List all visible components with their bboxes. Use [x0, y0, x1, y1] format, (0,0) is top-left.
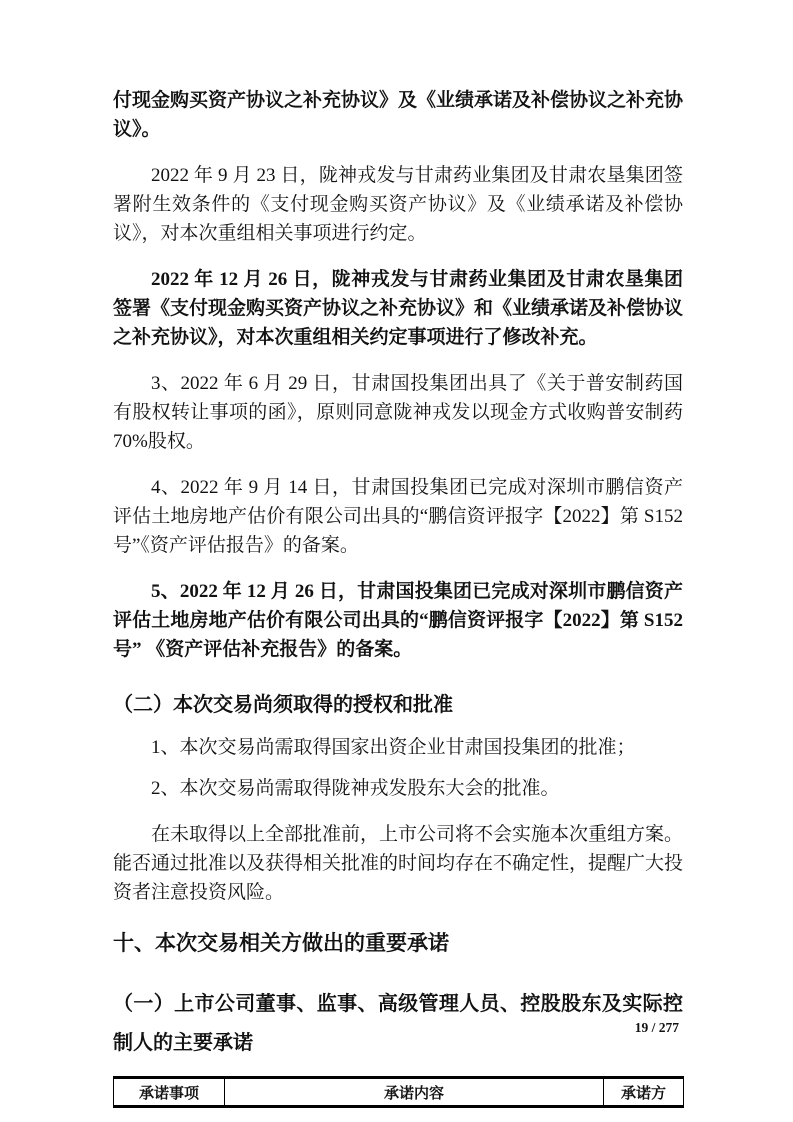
paragraph-risk-reminder: 在未取得以上全部批准前，上市公司将不会实施本次重组方案。能否通过批准以及获得相关批准的时间均存在不确定性，提醒广大投资者注意投资风险。	[113, 824, 684, 903]
col-header-commitment-party: 承诺方	[604, 1078, 684, 1107]
paragraph-agreement-sep23: 2022 年 9 月 23 日，陇神戎发与甘肃药业集团及甘肃农垦集团签署附生效条件的《支付现金购买资产协议》及《业绩承诺及补偿协议》，对本次重组相关事项进行约定。	[113, 165, 683, 244]
heading-sub-1-major-commitments: （一）上市公司董事、监事、高级管理人员、控股股东及实际控制人的主要承诺	[113, 993, 683, 1054]
paragraph-approval-1-sasac: 1、本次交易尚需取得国家出资企业甘肃国投集团的批准；	[151, 737, 636, 758]
col-header-commitment-content: 承诺内容	[225, 1078, 604, 1107]
col-header-commitment-item: 承诺事项	[114, 1078, 225, 1107]
paragraph-item-3-share-transfer-letter: 3、2022 年 6 月 29 日，甘肃国投集团出具了《关于普安制药国有股权转让事项的函》，原则同意陇神戎发以现金方式收购普安制药 70%股权。	[113, 373, 683, 452]
heading-section-2-authorizations-approvals: （二）本次交易尚须取得的授权和批准	[113, 694, 453, 716]
document-content	[113, 86, 683, 1108]
paragraph-approval-2-shareholders-meeting: 2、本次交易尚需取得陇神戎发股东大会的批准。	[151, 778, 560, 799]
paragraph-item-4-asset-appraisal-report: 4、2022 年 9 月 14 日，甘肃国投集团已完成对深圳市鹏信资产评估土地房地产估价有限公司出具的“鹏信资评报字【2022】第 S152 号”《资产评估报告》的备案。	[113, 477, 683, 556]
page-number: 19 / 277	[634, 1020, 679, 1035]
commitments-table-header-row	[114, 1078, 684, 1107]
paragraph-supplement-agreement-continuation: 付现金购买资产协议之补充协议》及《业绩承诺及补偿协议之补充协议》。	[113, 90, 684, 140]
heading-section-10-important-commitments: 十、本次交易相关方做出的重要承诺	[113, 932, 449, 955]
commitments-table	[113, 1076, 684, 1108]
paragraph-item-5-supplementary-appraisal-report: 5、2022 年 12 月 26 日，甘肃国投集团已完成对深圳市鹏信资产评估土地房地产估价有限公司出具的“鹏信资评报字【2022】第 S152 号” 《资产评估补充报告》的备案。	[113, 581, 683, 660]
paragraph-agreement-dec26: 2022 年 12 月 26 日，陇神戎发与甘肃药业集团及甘肃农垦集团签署《支付现金购买资产协议之补充协议》和《业绩承诺及补偿协议之补充协议》，对本次重组相关约定事项进行了修改补充。	[113, 269, 684, 348]
